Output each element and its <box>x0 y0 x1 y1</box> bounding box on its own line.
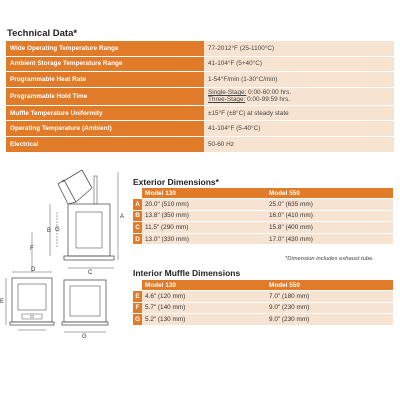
table-row <box>6 106 394 121</box>
spec-label: Operating Temperature (Ambient) <box>6 121 204 136</box>
label-a: A <box>120 214 125 220</box>
label-c: C <box>88 270 93 276</box>
row-letter: F <box>133 303 142 314</box>
technical-data-table <box>6 40 394 153</box>
furnace-dimension-diagram <box>0 168 135 338</box>
model-550-value: 16.0" (410 mm) <box>266 211 393 222</box>
label-d: D <box>31 267 36 273</box>
model-550-value: 7.0" (180 mm) <box>266 291 393 302</box>
label-f: F <box>30 246 34 252</box>
spec-label: Programmable Hold Time <box>6 88 204 105</box>
exhaust-tube-note: *Dimension includes exhaust tube. <box>285 256 374 262</box>
side-view-drawing <box>50 170 118 268</box>
table-row <box>6 72 394 87</box>
three-stage-label: Three-Stage: <box>208 96 246 104</box>
model-550-value: 17.0" (430 mm) <box>266 234 393 245</box>
spec-label: Ambient Storage Temperature Range <box>6 57 204 72</box>
column-header: Model 130 <box>142 280 266 290</box>
model-550-value: 15.8" (400 mm) <box>266 222 393 233</box>
interior-muffle-dimensions-table <box>133 279 393 326</box>
column-header: Model 550 <box>266 188 393 198</box>
table-row <box>133 314 393 325</box>
row-letter: D <box>133 234 142 245</box>
blank-header <box>133 280 142 290</box>
table-row <box>6 137 394 152</box>
spec-value: ±15°F (±8°C) at steady state <box>204 106 394 121</box>
model-130-value: 13.0" (330 mm) <box>142 234 266 245</box>
column-header: Model 130 <box>142 188 266 198</box>
single-stage-label: Single-Stage: <box>208 89 247 97</box>
table-row <box>133 291 393 302</box>
technical-data-title: Technical Data* <box>7 28 78 39</box>
model-130-value: 20.0" (510 mm) <box>142 199 266 210</box>
hold-time-single-stage <box>208 89 390 96</box>
hold-time-three-stage <box>208 96 390 103</box>
exterior-dimensions-title: Exterior Dimensions* <box>133 177 219 187</box>
blank-header <box>133 188 142 198</box>
table-row <box>6 121 394 136</box>
model-130-value: 11.5" (290 mm) <box>142 222 266 233</box>
spec-value-hold-time <box>204 88 394 105</box>
row-letter: G <box>133 314 142 325</box>
label-g: G <box>55 227 60 233</box>
row-letter: A <box>133 199 142 210</box>
row-letter: C <box>133 222 142 233</box>
spec-value: 77-2012°F (25-1100°C) <box>204 41 394 56</box>
model-550-value: 25.0" (635 mm) <box>266 199 393 210</box>
table-row <box>133 199 393 210</box>
spec-label: Muffle Temperature Uniformity <box>6 106 204 121</box>
label-b: B <box>47 228 52 234</box>
model-130-value: 13.8" (350 mm) <box>142 211 266 222</box>
table-row <box>133 222 393 233</box>
exterior-dimensions-table <box>133 187 393 245</box>
spec-value: 41-104°F (5-40°C) <box>204 121 394 136</box>
table-row <box>133 234 393 245</box>
row-letter: E <box>133 291 142 302</box>
model-130-value: 5.2" (130 mm) <box>142 314 266 325</box>
three-stage-value: 0:00-99:59 hrs. <box>245 96 291 104</box>
table-row <box>133 211 393 222</box>
single-stage-value: 0:00-60:00 hrs. <box>246 89 292 97</box>
spec-label: Electrical <box>6 137 204 152</box>
table-header-row <box>133 188 393 198</box>
model-550-value: 9.0" (230 mm) <box>266 314 393 325</box>
table-row <box>133 303 393 314</box>
model-550-value: 9.0" (230 mm) <box>266 303 393 314</box>
table-row <box>6 57 394 72</box>
table-header-row <box>133 280 393 290</box>
interior-muffle-dimensions-title: Interior Muffle Dimensions <box>133 268 241 278</box>
spec-value: 41-104°F (5+40°C) <box>204 57 394 72</box>
spec-label: Programmable Heat Rate <box>6 72 204 87</box>
column-header: Model 550 <box>266 280 393 290</box>
table-row <box>6 41 394 56</box>
side-view-2-drawing <box>62 280 108 332</box>
model-130-value: 4.6" (120 mm) <box>142 291 266 302</box>
spec-value: 50-60 Hz <box>204 137 394 152</box>
spec-label: Wide Operating Temperature Range <box>6 41 204 56</box>
table-row <box>6 88 394 105</box>
model-130-value: 5.7" (140 mm) <box>142 303 266 314</box>
label-bottom: G <box>82 334 87 338</box>
row-letter: B <box>133 211 142 222</box>
spec-value: 1-54°F/min (1-30°C/min) <box>204 72 394 87</box>
label-e: E <box>0 299 5 305</box>
